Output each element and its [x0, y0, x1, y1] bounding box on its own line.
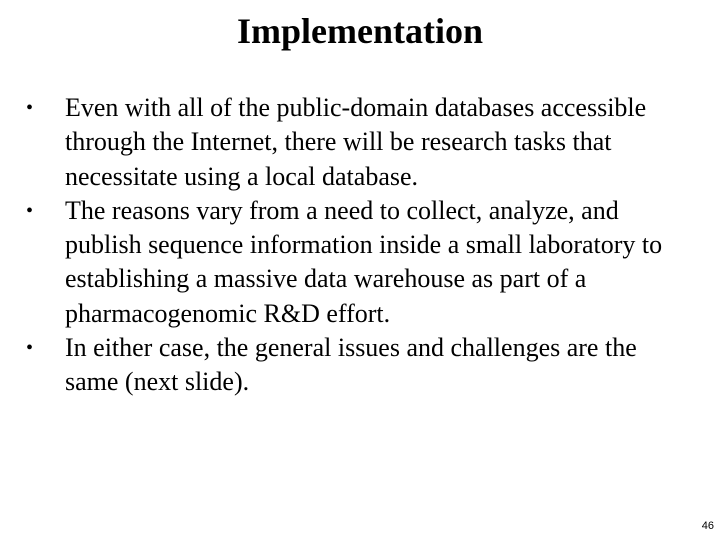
- slide-title: Implementation: [237, 11, 483, 51]
- bullet-text: Even with all of the public-domain databases accessible through the Internet, there will be research tasks that necessitate using a local database.: [65, 93, 647, 191]
- bullet-item: [26, 194, 686, 331]
- bullet-item: [26, 91, 686, 194]
- bullet-dot-icon: •: [26, 337, 34, 360]
- page-number: 46: [701, 520, 714, 532]
- bullet-text: The reasons vary from a need to collect, analyze, and publish sequence information inside a small laboratory to establishing a massive data warehouse as part of a pharmacogenomic R&D effort.: [65, 195, 663, 328]
- bullet-list: [26, 91, 686, 400]
- bullet-item: [26, 331, 686, 400]
- bullet-dot-icon: •: [26, 199, 34, 222]
- bullet-text: In either case, the general issues and challenges are the same (next slide).: [65, 333, 637, 397]
- bullet-dot-icon: •: [26, 97, 34, 119]
